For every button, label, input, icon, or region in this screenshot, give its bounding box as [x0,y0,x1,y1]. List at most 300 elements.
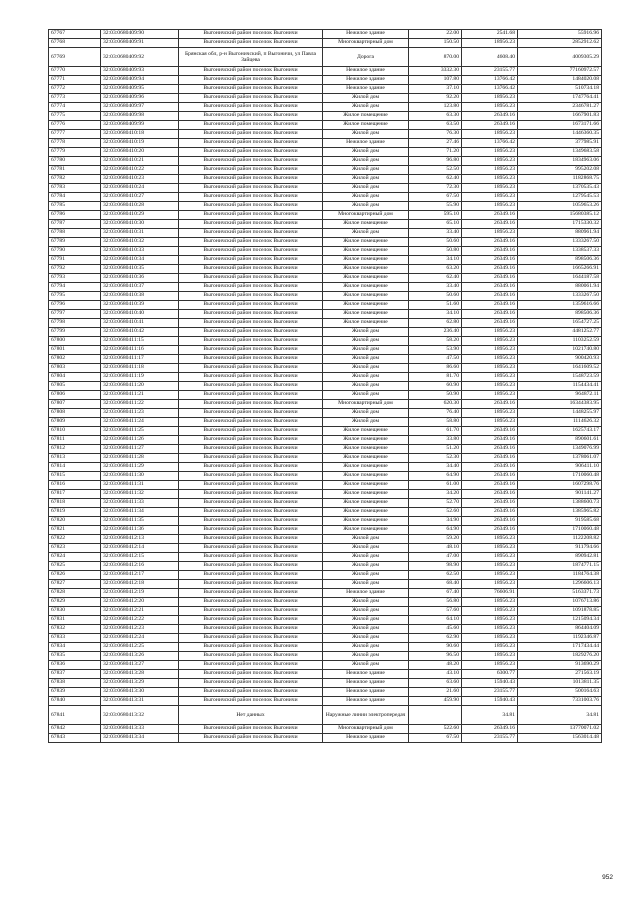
row-number-cell: 67771 [49,76,101,85]
cadastral-value-cell: 1122208.82 [518,535,602,544]
cadastral-number-cell: 32:03:0680411:23 [101,409,179,418]
object-type-cell: Жилое помещение [323,310,409,319]
cadastral-value-cell: 1184764.38 [518,571,602,580]
unit-value-cell: 18956.23 [462,634,518,643]
area-cell: 27.46 [409,139,462,148]
unit-value-cell: 15940.43 [462,679,518,688]
unit-value-cell: 26349.16 [462,725,518,734]
cadastral-number-cell: 32:03:0680412:21 [101,607,179,616]
cadastral-number-cell: 32:03:0680411:20 [101,382,179,391]
unit-value-cell: 18956.23 [462,157,518,166]
unit-value-cell: 18956.23 [462,229,518,238]
address-cell: Выгоничский район поселок Выгоничи [179,499,323,508]
cadastral-number-cell: 32:03:0680410:42 [101,328,179,337]
unit-value-cell: 13766.42 [462,76,518,85]
table-row [49,571,602,580]
area-cell: 34.10 [409,256,462,265]
cadastral-value-cell: 1747764.41 [518,94,602,103]
object-type-cell: Жилой дом [323,571,409,580]
table-row [49,463,602,472]
row-number-cell: 67835 [49,652,101,661]
cadastral-number-cell: 32:03:0680411:30 [101,472,179,481]
cadastral-value-cell: 377985.91 [518,139,602,148]
address-cell: Выгоничский район поселок Выгоничи [179,94,323,103]
table-row [49,220,602,229]
object-type-cell: Жилое помещение [323,247,409,256]
object-type-cell: Жилой дом [323,616,409,625]
table-row [49,562,602,571]
table-row [49,157,602,166]
table-row [49,193,602,202]
row-number-cell: 67786 [49,211,101,220]
area-cell: 96.80 [409,157,462,166]
object-type-cell: Жилой дом [323,364,409,373]
cadastral-number-cell: 32:03:0680411:26 [101,436,179,445]
row-number-cell: 67787 [49,220,101,229]
cadastral-value-cell: 1665266.91 [518,265,602,274]
unit-value-cell: 18956.23 [462,625,518,634]
unit-value-cell: 18956.23 [462,39,518,48]
object-type-cell: Нежилое здание [323,734,409,743]
cadastral-value-cell: 1548723.59 [518,373,602,382]
cadastral-value-cell: 1710060.48 [518,472,602,481]
unit-value-cell: 26349.16 [462,490,518,499]
address-cell: Нет данных [179,706,323,725]
table-row [49,517,602,526]
cadastral-number-cell: 32:03:0680410:28 [101,202,179,211]
row-number-cell: 67814 [49,463,101,472]
cadastral-number-cell: 32:03:0680410:27 [101,193,179,202]
cadastral-number-cell: 32:03:0680410:30 [101,220,179,229]
object-type-cell: Жилой дом [323,382,409,391]
address-cell: Выгоничский район поселок Выгоничи [179,193,323,202]
object-type-cell: Жилое помещение [323,301,409,310]
row-number-cell: 67834 [49,643,101,652]
object-type-cell: Жилой дом [323,175,409,184]
area-cell: 64.10 [409,616,462,625]
table-row [49,725,602,734]
row-number-cell: 67816 [49,481,101,490]
cadastral-number-cell: 32:03:0680412:17 [101,571,179,580]
table-row [49,409,602,418]
unit-value-cell: 26349.16 [462,265,518,274]
cadastral-number-cell: 32:03:0680409:90 [101,30,179,39]
cadastral-value-cell: 1717434.44 [518,643,602,652]
cadastral-value-cell: 7331003.76 [518,697,602,706]
unit-value-cell: 26349.16 [462,472,518,481]
cadastral-value-cell: 913690.29 [518,661,602,670]
row-number-cell: 67821 [49,526,101,535]
object-type-cell: Жилой дом [323,562,409,571]
cadastral-value-cell: 1359616.66 [518,301,602,310]
row-number-cell: 67783 [49,184,101,193]
area-cell: 58.20 [409,337,462,346]
row-number-cell: 67788 [49,229,101,238]
unit-value-cell: 18956.23 [462,148,518,157]
table-row [49,734,602,743]
table-row [49,39,602,48]
object-type-cell: Наружные линии электропередач [323,706,409,725]
table-row [49,184,602,193]
row-number-cell: 67817 [49,490,101,499]
cadastral-value-cell: 1333267.50 [518,238,602,247]
cadastral-value-cell: 864404.09 [518,625,602,634]
address-cell: Выгоничский район поселок Выгоничи [179,148,323,157]
object-type-cell: Жилой дом [323,355,409,364]
address-cell: Выгоничский район поселок Выгоничи [179,85,323,94]
address-cell: Выгоничский район поселок Выгоничи [179,283,323,292]
unit-value-cell: 23155.77 [462,67,518,76]
cadastral-number-cell: 32:03:0680413:27 [101,661,179,670]
cadastral-value-cell: 1607298.76 [518,481,602,490]
object-type-cell: Жилой дом [323,337,409,346]
cadastral-number-cell: 32:03:0680412:23 [101,625,179,634]
area-cell: 63.60 [409,679,462,688]
cadastral-number-cell: 32:03:0680409:91 [101,39,179,48]
cadastral-number-cell: 32:03:0680413:28 [101,670,179,679]
cadastral-number-cell: 32:03:0680412:15 [101,553,179,562]
cadastral-value-cell: 1182868.75 [518,175,602,184]
cadastral-value-cell: 901141.27 [518,490,602,499]
cadastral-value-cell: 1874771.15 [518,562,602,571]
area-cell: 34.90 [409,517,462,526]
cadastral-value-cell: 1484020.08 [518,76,602,85]
row-number-cell: 67807 [49,400,101,409]
cadastral-value-cell: 1114626.32 [518,418,602,427]
table-row [49,661,602,670]
object-type-cell: Жилой дом [323,202,409,211]
area-cell: 96.50 [409,652,462,661]
unit-value-cell: 4608.40 [462,48,518,67]
cadastral-value-cell: 1370535.43 [518,184,602,193]
unit-value-cell: 26349.16 [462,454,518,463]
cadastral-value-cell: 1378061.07 [518,454,602,463]
table-row [49,292,602,301]
table-row [49,265,602,274]
object-type-cell: Жилой дом [323,373,409,382]
row-number-cell: 67791 [49,256,101,265]
unit-value-cell: 18956.23 [462,382,518,391]
object-type-cell: Жилой дом [323,328,409,337]
object-type-cell: Нежилое здание [323,688,409,697]
unit-value-cell: 18956.23 [462,535,518,544]
unit-value-cell: 26349.16 [462,292,518,301]
cadastral-number-cell: 32:03:0680411:36 [101,526,179,535]
row-number-cell: 67827 [49,580,101,589]
area-cell: 62.40 [409,274,462,283]
unit-value-cell: 18956.23 [462,166,518,175]
unit-value-cell: 18956.23 [462,607,518,616]
area-cell: 52.60 [409,508,462,517]
cadastral-value-cell: 1829276.20 [518,652,602,661]
table-row [49,481,602,490]
object-type-cell: Жилой дом [323,652,409,661]
unit-value-cell: 26349.16 [462,526,518,535]
cadastral-value-cell: 1388600.73 [518,499,602,508]
table-row [49,607,602,616]
unit-value-cell: 18956.23 [462,193,518,202]
unit-value-cell: 26349.16 [462,283,518,292]
unit-value-cell: 23155.77 [462,734,518,743]
area-cell: 22.00 [409,30,462,39]
table-row [49,544,602,553]
table-row [49,499,602,508]
cadastral-number-cell: 32:03:0680412:24 [101,634,179,643]
area-cell: 595.10 [409,211,462,220]
address-cell: Выгоничский район поселок Выгоничи [179,652,323,661]
address-cell: Выгоничский район поселок Выгоничи [179,427,323,436]
object-type-cell: Жилой дом [323,184,409,193]
object-type-cell: Жилой дом [323,643,409,652]
unit-value-cell: 26349.16 [462,499,518,508]
object-type-cell: Нежилое здание [323,139,409,148]
row-number-cell: 67797 [49,310,101,319]
address-cell: Выгоничский район поселок Выгоничи [179,30,323,39]
area-cell: 47.00 [409,553,462,562]
cadastral-value-cell: 1091878.85 [518,607,602,616]
area-cell: 53.90 [409,346,462,355]
table-row [49,346,602,355]
cadastral-value-cell: 2852912.62 [518,39,602,48]
cadastral-value-cell: 13770071.02 [518,725,602,734]
table-row [49,580,602,589]
address-cell: Выгоничский район поселок Выгоничи [179,517,323,526]
address-cell: Выгоничский район поселок Выгоничи [179,382,323,391]
cadastral-number-cell: 32:03:0680411:27 [101,445,179,454]
address-cell: Выгоничский район поселок Выгоничи [179,490,323,499]
cadastral-value-cell: 4009305.29 [518,48,602,67]
table-row [49,490,602,499]
cadastral-value-cell: 1385965.82 [518,508,602,517]
area-cell: 64.90 [409,526,462,535]
address-cell: Выгоничский район поселок Выгоничи [179,319,323,328]
table-row [49,697,602,706]
row-number-cell: 67777 [49,130,101,139]
unit-value-cell: 18956.23 [462,130,518,139]
area-cell: 72.30 [409,184,462,193]
cadastral-value-cell: 906411.10 [518,463,602,472]
area-cell: 57.60 [409,607,462,616]
object-type-cell: Жилое помещение [323,436,409,445]
area-cell: 67.40 [409,589,462,598]
object-type-cell: Жилое помещение [323,445,409,454]
row-number-cell: 67825 [49,562,101,571]
row-number-cell: 67818 [49,499,101,508]
object-type-cell: Нежилое здание [323,85,409,94]
row-number-cell: 67796 [49,301,101,310]
address-cell: Выгоничский район поселок Выгоничи [179,265,323,274]
area-cell: 62.40 [409,175,462,184]
area-cell: 34.40 [409,463,462,472]
object-type-cell: Жилой дом [323,418,409,427]
area-cell: 76.30 [409,130,462,139]
cadastral-value-cell: 271563.19 [518,670,602,679]
cadastral-value-cell: 500164.63 [518,688,602,697]
cadastral-value-cell: 995202.08 [518,166,602,175]
row-number-cell: 67799 [49,328,101,337]
unit-value-cell: 18956.23 [462,364,518,373]
address-cell: Выгоничский район поселок Выгоничи [179,220,323,229]
area-cell: 870.00 [409,48,462,67]
cadastral-value-cell: 16344383.95 [518,400,602,409]
row-number-cell: 67838 [49,679,101,688]
row-number-cell: 67768 [49,39,101,48]
table-row [49,76,602,85]
cadastral-number-cell: 32:03:0680413:29 [101,679,179,688]
cadastral-number-cell: 32:03:0680409:98 [101,112,179,121]
table-row [49,643,602,652]
cadastral-value-cell: 1834963.06 [518,157,602,166]
table-row [49,166,602,175]
area-cell: 64.90 [409,472,462,481]
cadastral-number-cell: 32:03:0680411:21 [101,391,179,400]
address-cell: Выгоничский район поселок Выгоничи [179,184,323,193]
area-cell: 71.20 [409,148,462,157]
row-number-cell: 67810 [49,427,101,436]
address-cell: Выгоничский район поселок Выгоничи [179,364,323,373]
table-row [49,445,602,454]
unit-value-cell: 26349.16 [462,427,518,436]
unit-value-cell: 26349.16 [462,481,518,490]
area-cell: 47.50 [409,355,462,364]
address-cell: Выгоничский район поселок Выгоничи [179,418,323,427]
area-cell: 90.60 [409,643,462,652]
table-row [49,301,602,310]
row-number-cell: 67803 [49,364,101,373]
cadastral-value-cell: 2346781.27 [518,103,602,112]
table-row [49,427,602,436]
object-type-cell: Жилое помещение [323,256,409,265]
cadastral-value-cell: 1644187.58 [518,274,602,283]
table-row [49,355,602,364]
unit-value-cell: 18956.23 [462,553,518,562]
table-row [49,553,602,562]
row-number-cell: 67769 [49,48,101,67]
table-row [49,175,602,184]
table-row [49,400,602,409]
row-number-cell: 67820 [49,517,101,526]
cadastral-number-cell: 32:03:0680413:31 [101,697,179,706]
cadastral-value-cell: 1349683.58 [518,148,602,157]
area-cell: 620.30 [409,400,462,409]
row-number-cell: 67822 [49,535,101,544]
cadastral-value-cell: 77160972.57 [518,67,602,76]
cadastral-number-cell: 32:03:0680410:39 [101,301,179,310]
unit-value-cell: 18956.23 [462,616,518,625]
cadastral-value-cell: 1103252.59 [518,337,602,346]
area-cell: 76.40 [409,409,462,418]
area-cell: 63.20 [409,265,462,274]
page-number: 952 [602,874,613,881]
cadastral-number-cell: 32:03:0680409:94 [101,76,179,85]
row-number-cell: 67774 [49,103,101,112]
object-type-cell: Жилой дом [323,544,409,553]
object-type-cell: Жилой дом [323,634,409,643]
object-type-cell: Жилое помещение [323,472,409,481]
object-type-cell: Жилой дом [323,535,409,544]
cadastral-number-cell: 32:03:0680410:21 [101,157,179,166]
table-row [49,652,602,661]
object-type-cell: Многоквартирный дом [323,725,409,734]
cadastral-number-cell: 32:03:0680410:20 [101,148,179,157]
table-row [49,121,602,130]
object-type-cell: Жилой дом [323,598,409,607]
unit-value-cell: 26349.16 [462,436,518,445]
cadastral-number-cell: 32:03:0680413:33 [101,725,179,734]
address-cell: Выгоничский район поселок Выгоничи [179,202,323,211]
row-number-cell: 67841 [49,706,101,725]
object-type-cell: Многоквартирный дом [323,400,409,409]
cadastral-number-cell: 32:03:0680412:14 [101,544,179,553]
unit-value-cell: 18956.23 [462,643,518,652]
address-cell: Выгоничский район поселок Выгоничи [179,725,323,734]
address-cell: Выгоничский район поселок Выгоничи [179,463,323,472]
address-cell: Выгоничский район поселок Выгоничи [179,292,323,301]
unit-value-cell: 26349.16 [462,400,518,409]
table-row [49,139,602,148]
address-cell: Брянская обл, р-н Выгоничский, п Выгоничи, ул Павла Зайцева [179,48,323,67]
cadastral-number-cell: 32:03:0680413:34 [101,734,179,743]
unit-value-cell: 26349.16 [462,319,518,328]
unit-value-cell: 18956.23 [462,571,518,580]
row-number-cell: 67780 [49,157,101,166]
cadastral-number-cell: 32:03:0680412:25 [101,643,179,652]
address-cell: Выгоничский район поселок Выгоничи [179,508,323,517]
unit-value-cell: 76606.91 [462,589,518,598]
address-cell: Выгоничский район поселок Выгоничи [179,256,323,265]
cadastral-value-cell: 1715330.32 [518,220,602,229]
row-number-cell: 67837 [49,670,101,679]
area-cell: 62.50 [409,571,462,580]
cadastral-number-cell: 32:03:0680409:93 [101,67,179,76]
object-type-cell: Жилой дом [323,607,409,616]
address-cell: Выгоничский район поселок Выгоничи [179,535,323,544]
table-row [49,679,602,688]
area-cell: 52.50 [409,166,462,175]
area-cell: 98.90 [409,562,462,571]
address-cell: Выгоничский район поселок Выгоничи [179,130,323,139]
object-type-cell: Жилой дом [323,94,409,103]
unit-value-cell: 6300.77 [462,670,518,679]
table-row [49,67,602,76]
area-cell: 55.90 [409,202,462,211]
address-cell: Выгоничский район поселок Выгоничи [179,103,323,112]
unit-value-cell: 18956.23 [462,202,518,211]
row-number-cell: 67828 [49,589,101,598]
cadastral-number-cell: 32:03:0680410:19 [101,139,179,148]
cadastral-value-cell: 900420.93 [518,355,602,364]
table-row [49,391,602,400]
address-cell: Выгоничский район поселок Выгоничи [179,67,323,76]
area-cell: 3332.30 [409,67,462,76]
cadastral-number-cell: 32:03:0680410:18 [101,130,179,139]
row-number-cell: 67802 [49,355,101,364]
area-cell: 63.30 [409,112,462,121]
address-cell: Выгоничский район поселок Выгоничи [179,445,323,454]
table-row [49,382,602,391]
area-cell: 522.60 [409,725,462,734]
unit-value-cell: 18956.23 [462,175,518,184]
cadastral-value-cell: 1296606.13 [518,580,602,589]
area-cell: 34.20 [409,490,462,499]
unit-value-cell: 18956.23 [462,184,518,193]
address-cell: Выгоничский район поселок Выгоничи [179,688,323,697]
unit-value-cell: 26349.16 [462,508,518,517]
unit-value-cell: 2541.68 [462,30,518,39]
cadastral-value-cell: 1333267.50 [518,292,602,301]
address-cell: Выгоничский район поселок Выгоничи [179,589,323,598]
row-number-cell: 67804 [49,373,101,382]
